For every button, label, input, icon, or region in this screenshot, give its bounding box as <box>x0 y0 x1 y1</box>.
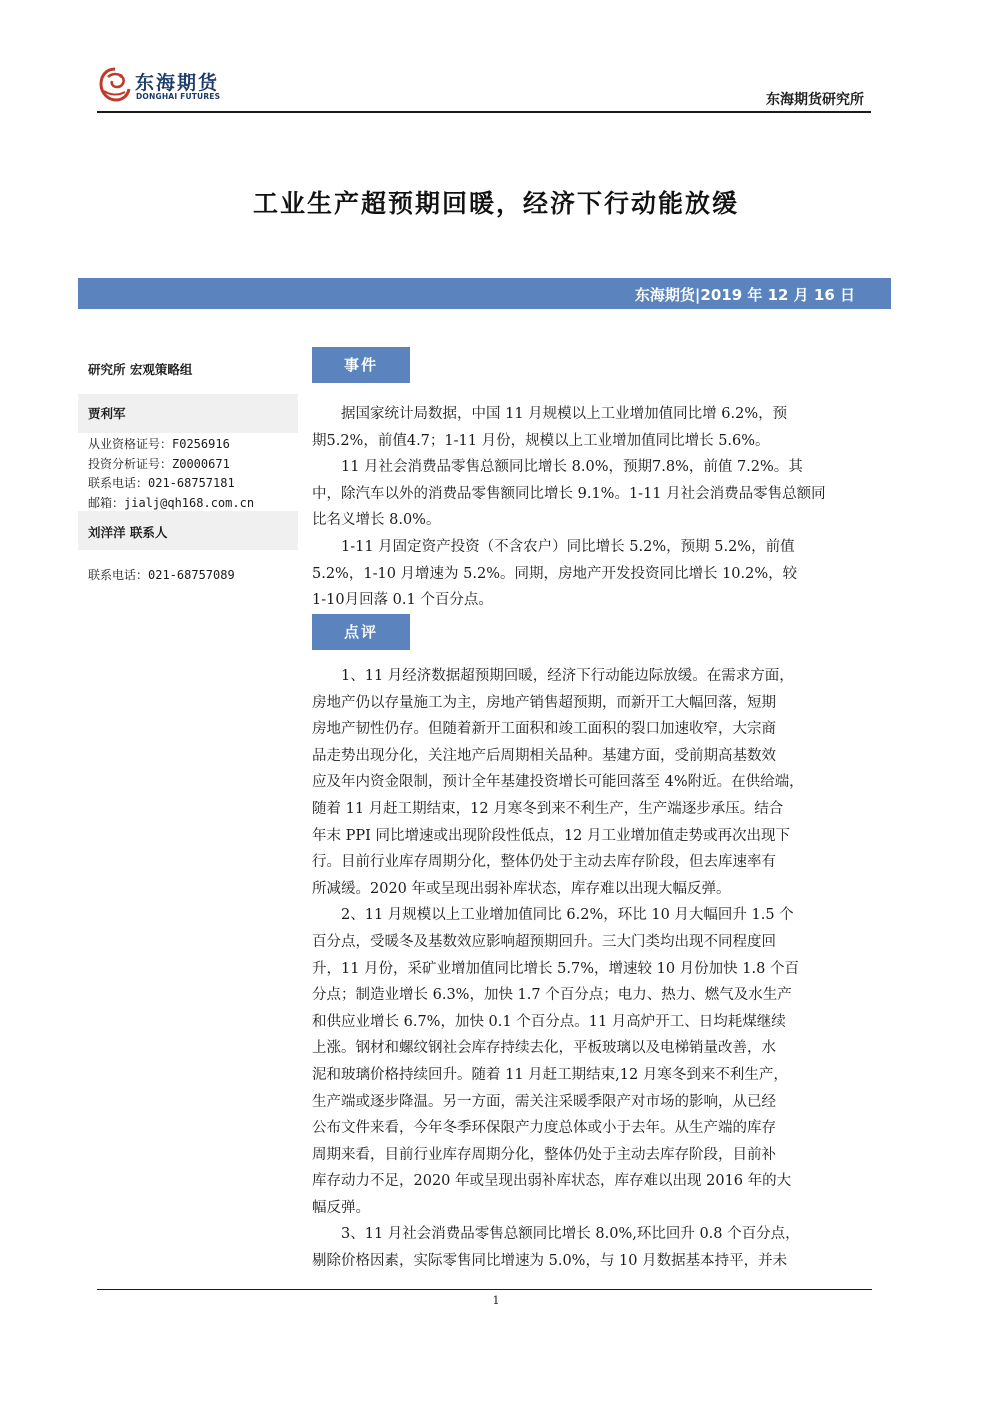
footer-divider <box>97 1289 872 1290</box>
analyst-email: 邮箱：jialj@qh168.com.cn <box>88 496 255 510</box>
analyst-certificate: 投资分析证号：Z0000671 <box>88 457 230 471</box>
body-line: 泥和玻璃价格持续回升。随着 11 月赶工期结束,12 月寒冬到来不利生产， <box>312 1066 788 1083</box>
body-line: 和供应业增长 6.7%，加快 0.1 个百分点。11 月高炉开工、日均耗煤继续 <box>312 1013 786 1030</box>
comment-paragraphs <box>312 663 872 1275</box>
body-line: 百分点，受暖冬及基数效应影响超预期回升。三大门类均出现不同程度回 <box>312 933 776 950</box>
body-line: 所减缓。2020 年或呈现出弱补库状态，库存难以出现大幅反弹。 <box>312 880 731 897</box>
banner-text: 东海期货|2019 年 12 月 16 日 <box>634 286 855 304</box>
section-tag-event <box>312 347 410 383</box>
analyst-name: 贾利军 <box>88 406 126 421</box>
body-line: 年末 PPI 同比增速或出现阶段性低点，12 月工业增加值走势或再次出现下 <box>312 827 791 844</box>
logo-chinese-text: 东海期货 <box>135 72 220 94</box>
body-line: 升，11 月份，采矿业增加值同比增长 5.7%，增速较 10 月份加快 1.8 个百 <box>312 960 799 977</box>
header-divider <box>97 111 871 113</box>
section-tag-label: 事件 <box>343 356 378 374</box>
dragon-logo-icon <box>98 66 132 104</box>
section-tag-comment <box>312 614 410 650</box>
department-label: 研究所 宏观策略组 <box>88 362 193 377</box>
body-line: 房地产韧性仍存。但随着新开工面积和竣工面积的裂口加速收窄，大宗商 <box>312 721 776 738</box>
body-line: 3、11 月社会消费品零售总额同比增长 8.0%,环比回升 0.8 个百分点， <box>341 1226 800 1243</box>
analyst-qualification: 从业资格证号：F0256916 <box>88 437 230 451</box>
body-line: 1-10月回落 0.1 个百分点。 <box>312 592 493 609</box>
body-line: 应及年内资金限制，预计全年基建投资增长可能回落至 4%附近。在供给端， <box>312 774 804 791</box>
body-line: 2、11 月规模以上工业增加值同比 6.2%，环比 10 月大幅回升 1.5 个 <box>341 907 794 924</box>
header-org-name: 东海期货研究所 <box>766 92 864 108</box>
body-line: 期5.2%，前值4.7；1-11 月份，规模以上工业增加值同比增长 5.6%。 <box>312 432 770 449</box>
body-line: 品走势出现分化，关注地产后周期相关品种。基建方面，受前期高基数效 <box>312 747 776 764</box>
body-line: 分点；制造业增长 6.3%，加快 1.7 个百分点；电力、热力、燃气及水生产 <box>312 987 792 1004</box>
body-line: 公布文件来看，今年冬季环保限产力度总体或小于去年。从生产端的库存 <box>312 1120 776 1137</box>
body-line: 周期来看，目前行业库存周期分化，整体仍处于主动去库存阶段，目前补 <box>312 1146 776 1163</box>
body-line: 随着 11 月赶工期结束，12 月寒冬到来不利生产，生产端逐步承压。结合 <box>312 800 784 817</box>
body-line: 比名义增长 8.0%。 <box>312 512 441 529</box>
body-line: 据国家统计局数据，中国 11 月规模以上工业增加值同比增 6.2%，预 <box>341 406 788 422</box>
body-line: 11 月社会消费品零售总额同比增长 8.0%，预期7.8%，前值 7.2%。其 <box>341 459 803 476</box>
event-paragraphs <box>312 401 872 614</box>
body-line: 5.2%，1-10 月增速为 5.2%。同期，房地产开发投资同比增长 10.2%，较 <box>312 565 798 582</box>
body-line: 库存动力不足，2020 年或呈现出弱补库状态，库存难以出现 2016 年的大 <box>312 1173 792 1190</box>
page-number: 1 <box>492 1294 500 1307</box>
section-tag-label: 点评 <box>343 623 378 641</box>
contact-name: 刘洋洋 联系人 <box>88 525 168 540</box>
body-line: 剔除价格因素，实际零售同比增速为 5.0%，与 10 月数据基本持平，并未 <box>312 1253 788 1270</box>
logo-english-text: DONGHAI FUTURES <box>136 92 221 101</box>
body-line: 上涨。钢材和螺纹钢社会库存持续去化，平板玻璃以及电梯销量改善，水 <box>312 1040 776 1057</box>
body-line: 1、11 月经济数据超预期回暖，经济下行动能边际放缓。在需求方面， <box>341 668 794 684</box>
body-line: 生产端或逐步降温。另一方面，需关注采暖季限产对市场的影响，从已经 <box>312 1093 776 1110</box>
body-line: 房地产仍以存量施工为主，房地产销售超预期，而新开工大幅回落，短期 <box>312 694 776 711</box>
body-line: 中，除汽车以外的消费品零售额同比增长 9.1%。1-11 月社会消费品零售总额同 <box>312 485 826 502</box>
body-line: 1-11 月固定资产投资（不含农户）同比增长 5.2%，预期 5.2%，前值 <box>341 538 795 555</box>
body-line: 幅反弹。 <box>312 1199 370 1216</box>
body-line: 行。目前行业库存周期分化，整体仍处于主动去库存阶段，但去库速率有 <box>312 854 776 871</box>
contact-phone: 联系电话：021-68757089 <box>88 568 235 582</box>
analyst-phone: 联系电话：021-68757181 <box>88 476 235 490</box>
report-title: 工业生产超预期回暖，经济下行动能放缓 <box>252 189 739 218</box>
company-logo <box>98 66 238 106</box>
date-banner <box>78 278 891 309</box>
